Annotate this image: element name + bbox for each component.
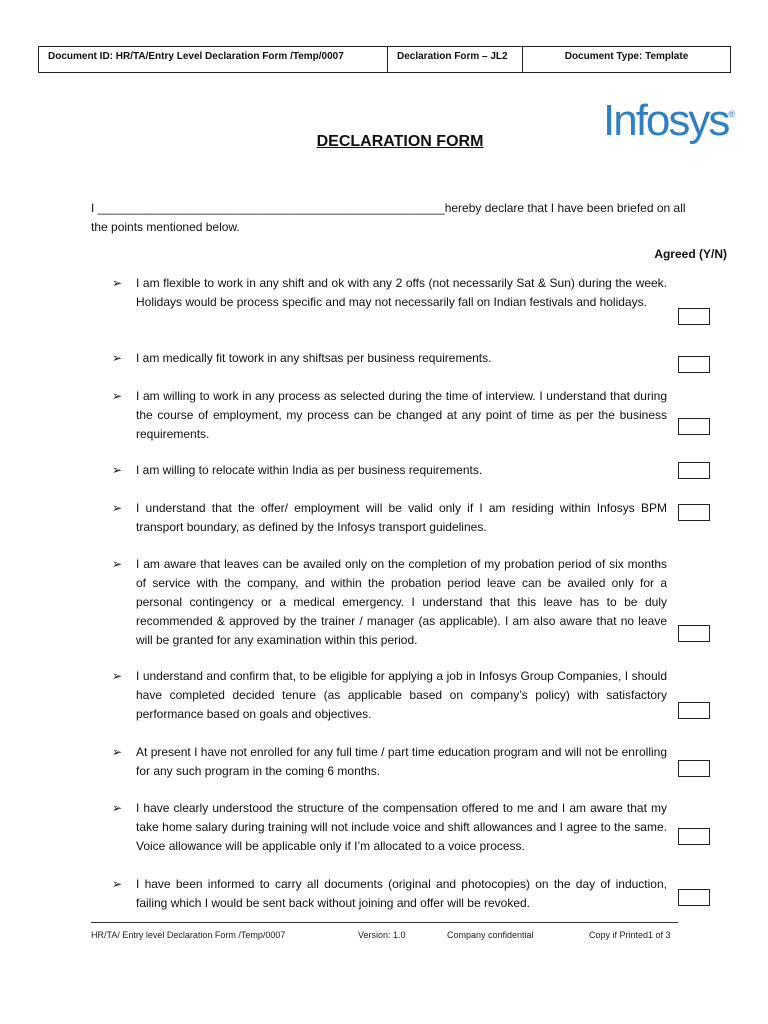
agree-box-4[interactable] — [678, 462, 710, 479]
bullet-arrow-icon: ➢ — [112, 276, 123, 290]
footer-version: Version: 1.0 — [358, 930, 406, 940]
bullet-arrow-icon: ➢ — [112, 669, 123, 683]
page-title: DECLARATION FORM — [316, 133, 484, 150]
bullet-arrow-icon: ➢ — [112, 501, 123, 515]
agree-box-10[interactable] — [678, 889, 710, 906]
infosys-logo: Infosys® — [603, 96, 736, 145]
declaration-item-5: ➢ I understand that the offer/ employment will be valid only if I am residing within Infosys BPM transport boundary, as defined by the Infosys transport guidelines. — [112, 499, 667, 537]
declaration-item-6: ➢ I am aware that leaves can be availed only on the completion of my probation period of six months of service with the company, and within the probation period leave can be availed only for a personal contingency or a medical emergency. I understand that this leave has to be duly recommended & approved by the trainer / manager (as applicable). I am also aware that no leave will be granted for any examination within this period. — [112, 555, 667, 650]
document-type-cell: Document Type: Template — [564, 51, 689, 62]
bullet-arrow-icon: ➢ — [112, 745, 123, 759]
agree-box-1[interactable] — [678, 308, 710, 325]
declaration-item-4: ➢ I am willing to relocate within India as per business requirements. — [112, 461, 667, 480]
declaration-intro: I ____________________________________________________hereby declare that I have been briefed on all the points mentioned below. — [91, 201, 686, 234]
declaration-item-3: ➢ I am willing to work in any process as selected during the time of interview. I understand that during the course of employment, my process can be changed at any point of time as per the business requirements. — [112, 387, 667, 444]
declaration-item-10: ➢ I have been informed to carry all documents (original and photocopies) on the day of induction, failing which I would be sent back without joining and offer will be revoked. — [112, 875, 667, 913]
declaration-item-8: ➢ At present I have not enrolled for any full time / part time education program and will not be enrolling for any such program in the coming 6 months. — [112, 743, 667, 781]
agree-box-7[interactable] — [678, 702, 710, 719]
declaration-item-9: ➢ I have clearly understood the structure of the compensation offered to me and I am aware that my take home salary during training will not include voice and shift allowances and I agree to the same. Voice allowance will be applicable only if I’m allocated to a voice process. — [112, 799, 667, 856]
document-header-table — [38, 46, 731, 73]
agree-box-3[interactable] — [678, 418, 710, 435]
agree-box-8[interactable] — [678, 760, 710, 777]
document-id-cell: Document ID: HR/TA/Entry Level Declaration Form /Temp/0007 — [39, 47, 388, 72]
agreed-column-label: Agreed (Y/N) — [654, 247, 727, 261]
footer-page-count: Copy if Printed1 of 3 — [589, 930, 671, 940]
declaration-item-2: ➢ I am medically fit towork in any shiftsas per business requirements. — [112, 349, 667, 368]
agree-box-9[interactable] — [678, 828, 710, 845]
bullet-arrow-icon: ➢ — [112, 557, 123, 571]
footer-confidential: Company confidential — [447, 930, 534, 940]
bullet-arrow-icon: ➢ — [112, 801, 123, 815]
footer-divider — [91, 922, 678, 923]
agree-box-2[interactable] — [678, 356, 710, 373]
bullet-arrow-icon: ➢ — [112, 351, 123, 365]
declaration-item-7: ➢ I understand and confirm that, to be eligible for applying a job in Infosys Group Companies, I should have completed decided tenure (as applicable based on company’s policy) with satisfactory performance based on goals and objectives. — [112, 667, 667, 724]
agree-box-6[interactable] — [678, 625, 710, 642]
declaration-item-1: ➢ I am flexible to work in any shift and ok with any 2 offs (not necessarily Sat & Sun) during the week. Holidays would be process specific and may not necessarily fall on Indian festivals and holidays. — [112, 274, 667, 312]
bullet-arrow-icon: ➢ — [112, 463, 123, 477]
form-name-cell: Declaration Form – JL2 — [388, 47, 523, 72]
agree-box-5[interactable] — [678, 504, 710, 521]
bullet-arrow-icon: ➢ — [112, 877, 123, 891]
bullet-arrow-icon: ➢ — [112, 389, 123, 403]
footer-doc-ref: HR/TA/ Entry level Declaration Form /Temp/0007 — [91, 930, 286, 940]
